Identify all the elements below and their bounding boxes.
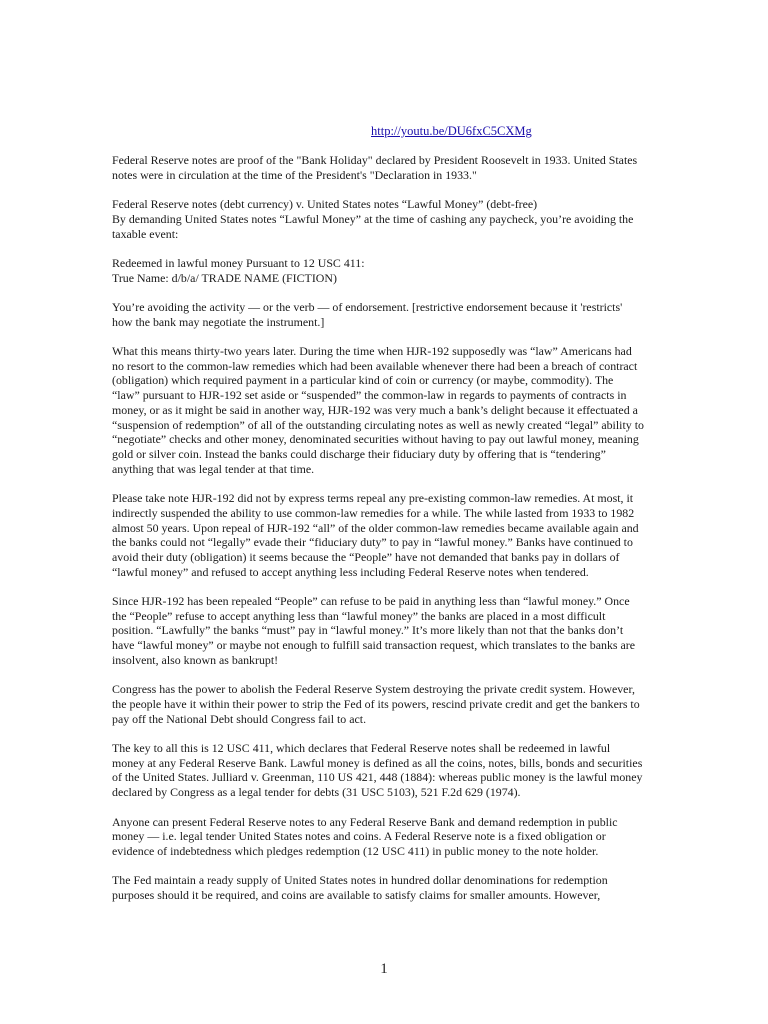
- paragraph-redeemed: Redeemed in lawful money Pursuant to 12 USC 411:: [112, 255, 365, 270]
- document-body: [112, 153, 644, 917]
- paragraph-demanding-notes: By demanding United States notes “Lawful Money” at the time of cashing any paycheck, you’re avoiding the taxable event:: [112, 211, 634, 241]
- page-number: 1: [380, 961, 388, 977]
- paragraph-hjr192-meaning: What this means thirty-two years later. During the time when HJR-192 supposedly was “law” Americans had no resort to the common-law remedies which had been available whenever there had been a breach of contract (obligation) which required payment in a particular kind of coin or currency (or maybe, commodity). The “law” pursuant to HJR-192 set aside or “suspended” the common-law in regards to payments of contracts in money, or as it might be said in another way, HJR-192 was very much a bank’s delight because it effectuated a “suspension of redemption” of all of the outstanding circulating notes as well as newly created “legal” ability to “negotiate” checks and other money, denominated securities without having to pay out lawful money, meaning gold or silver coin. Instead the banks could discharge their fiduciary duty by offering that is “tendering” anything that was legal tender at that time.: [112, 344, 644, 476]
- paragraph-bank-holiday: Federal Reserve notes are proof of the "Bank Holiday" declared by President Roosevelt in 1933. United States notes were in circulation at the time of the President's "Declaration in 1933.": [112, 153, 638, 182]
- paragraph-hjr192-repeal: Please take note HJR-192 did not by express terms repeal any pre-existing common-law remedies. At most, it indirectly suspended the ability to use common-law remedies for a while. The while lasted from 1933 to 1982 almost 50 years. Upon repeal of HJR-192 “all” of the older common-law remedies became available again and the banks could not “legally” evade their “fiduciary duty” to pay in “lawful money.” Banks have continued to avoid their duty (obligation) it seems because the “People” have not demanded that banks pay in dollars of “lawful money” and refused to accept anything less including Federal Reserve notes when tendered.: [112, 491, 639, 579]
- paragraph-notes-comparison: Federal Reserve notes (debt currency) v. United States notes “Lawful Money” (debt-free): [112, 197, 538, 212]
- paragraph-12-usc-411: The key to all this is 12 USC 411, which declares that Federal Reserve notes shall be redeemed in lawful money at any Federal Reserve Bank. Lawful money is defined as all the coins, notes, bills, bonds and securities of the United States. Julliard v. Greenman, 110 US 421, 448 (1884): whereas public money is the lawful money declared by Congress as a legal tender for debts (31 USC 5103), 521 F.2d 629 (1974).: [112, 741, 643, 800]
- paragraph-redemption: Anyone can present Federal Reserve notes to any Federal Reserve Bank and demand redemption in public money — i.e. legal tender United States notes and coins. A Federal Reserve note is a fixed obligation or evidence of indebtedness which pledges redemption (12 USC 411) in public money to the note holder.: [112, 814, 618, 858]
- paragraph-endorsement: You’re avoiding the activity — or the verb — of endorsement. [restrictive endorsement because it 'restricts' how the bank may negotiate the instrument.]: [112, 299, 623, 329]
- paragraph-fed-supply: The Fed maintain a ready supply of United States notes in hundred dollar denominations for redemption purposes should it be required, and coins are available to satisfy claims for smaller amounts. However,: [112, 873, 608, 902]
- paragraph-true-name: True Name: d/b/a/ TRADE NAME (FICTION): [112, 270, 337, 285]
- paragraph-congress-power: Congress has the power to abolish the Federal Reserve System destroying the private credit system. However, the people have it within their power to strip the Fed of its powers, rescind private credit and get the bankers to pay off the National Debt should Congress fail to act.: [112, 682, 640, 726]
- paragraph-refuse-payment: Since HJR-192 has been repealed “People” can refuse to be paid in anything less than “lawful money.” Once the “People” refuse to accept anything less than “lawful money” the banks are placed in a most difficult position. “Lawfully” the banks “must” pay in “lawful money.” It’s more likely than not that the banks don’t have “lawful money” or maybe not enough to fulfill said transaction request, which translates to the banks are insolvent, also known as bankrupt!: [112, 594, 636, 667]
- youtube-link[interactable]: http://youtu.be/DU6fxC5CXMg: [371, 124, 532, 138]
